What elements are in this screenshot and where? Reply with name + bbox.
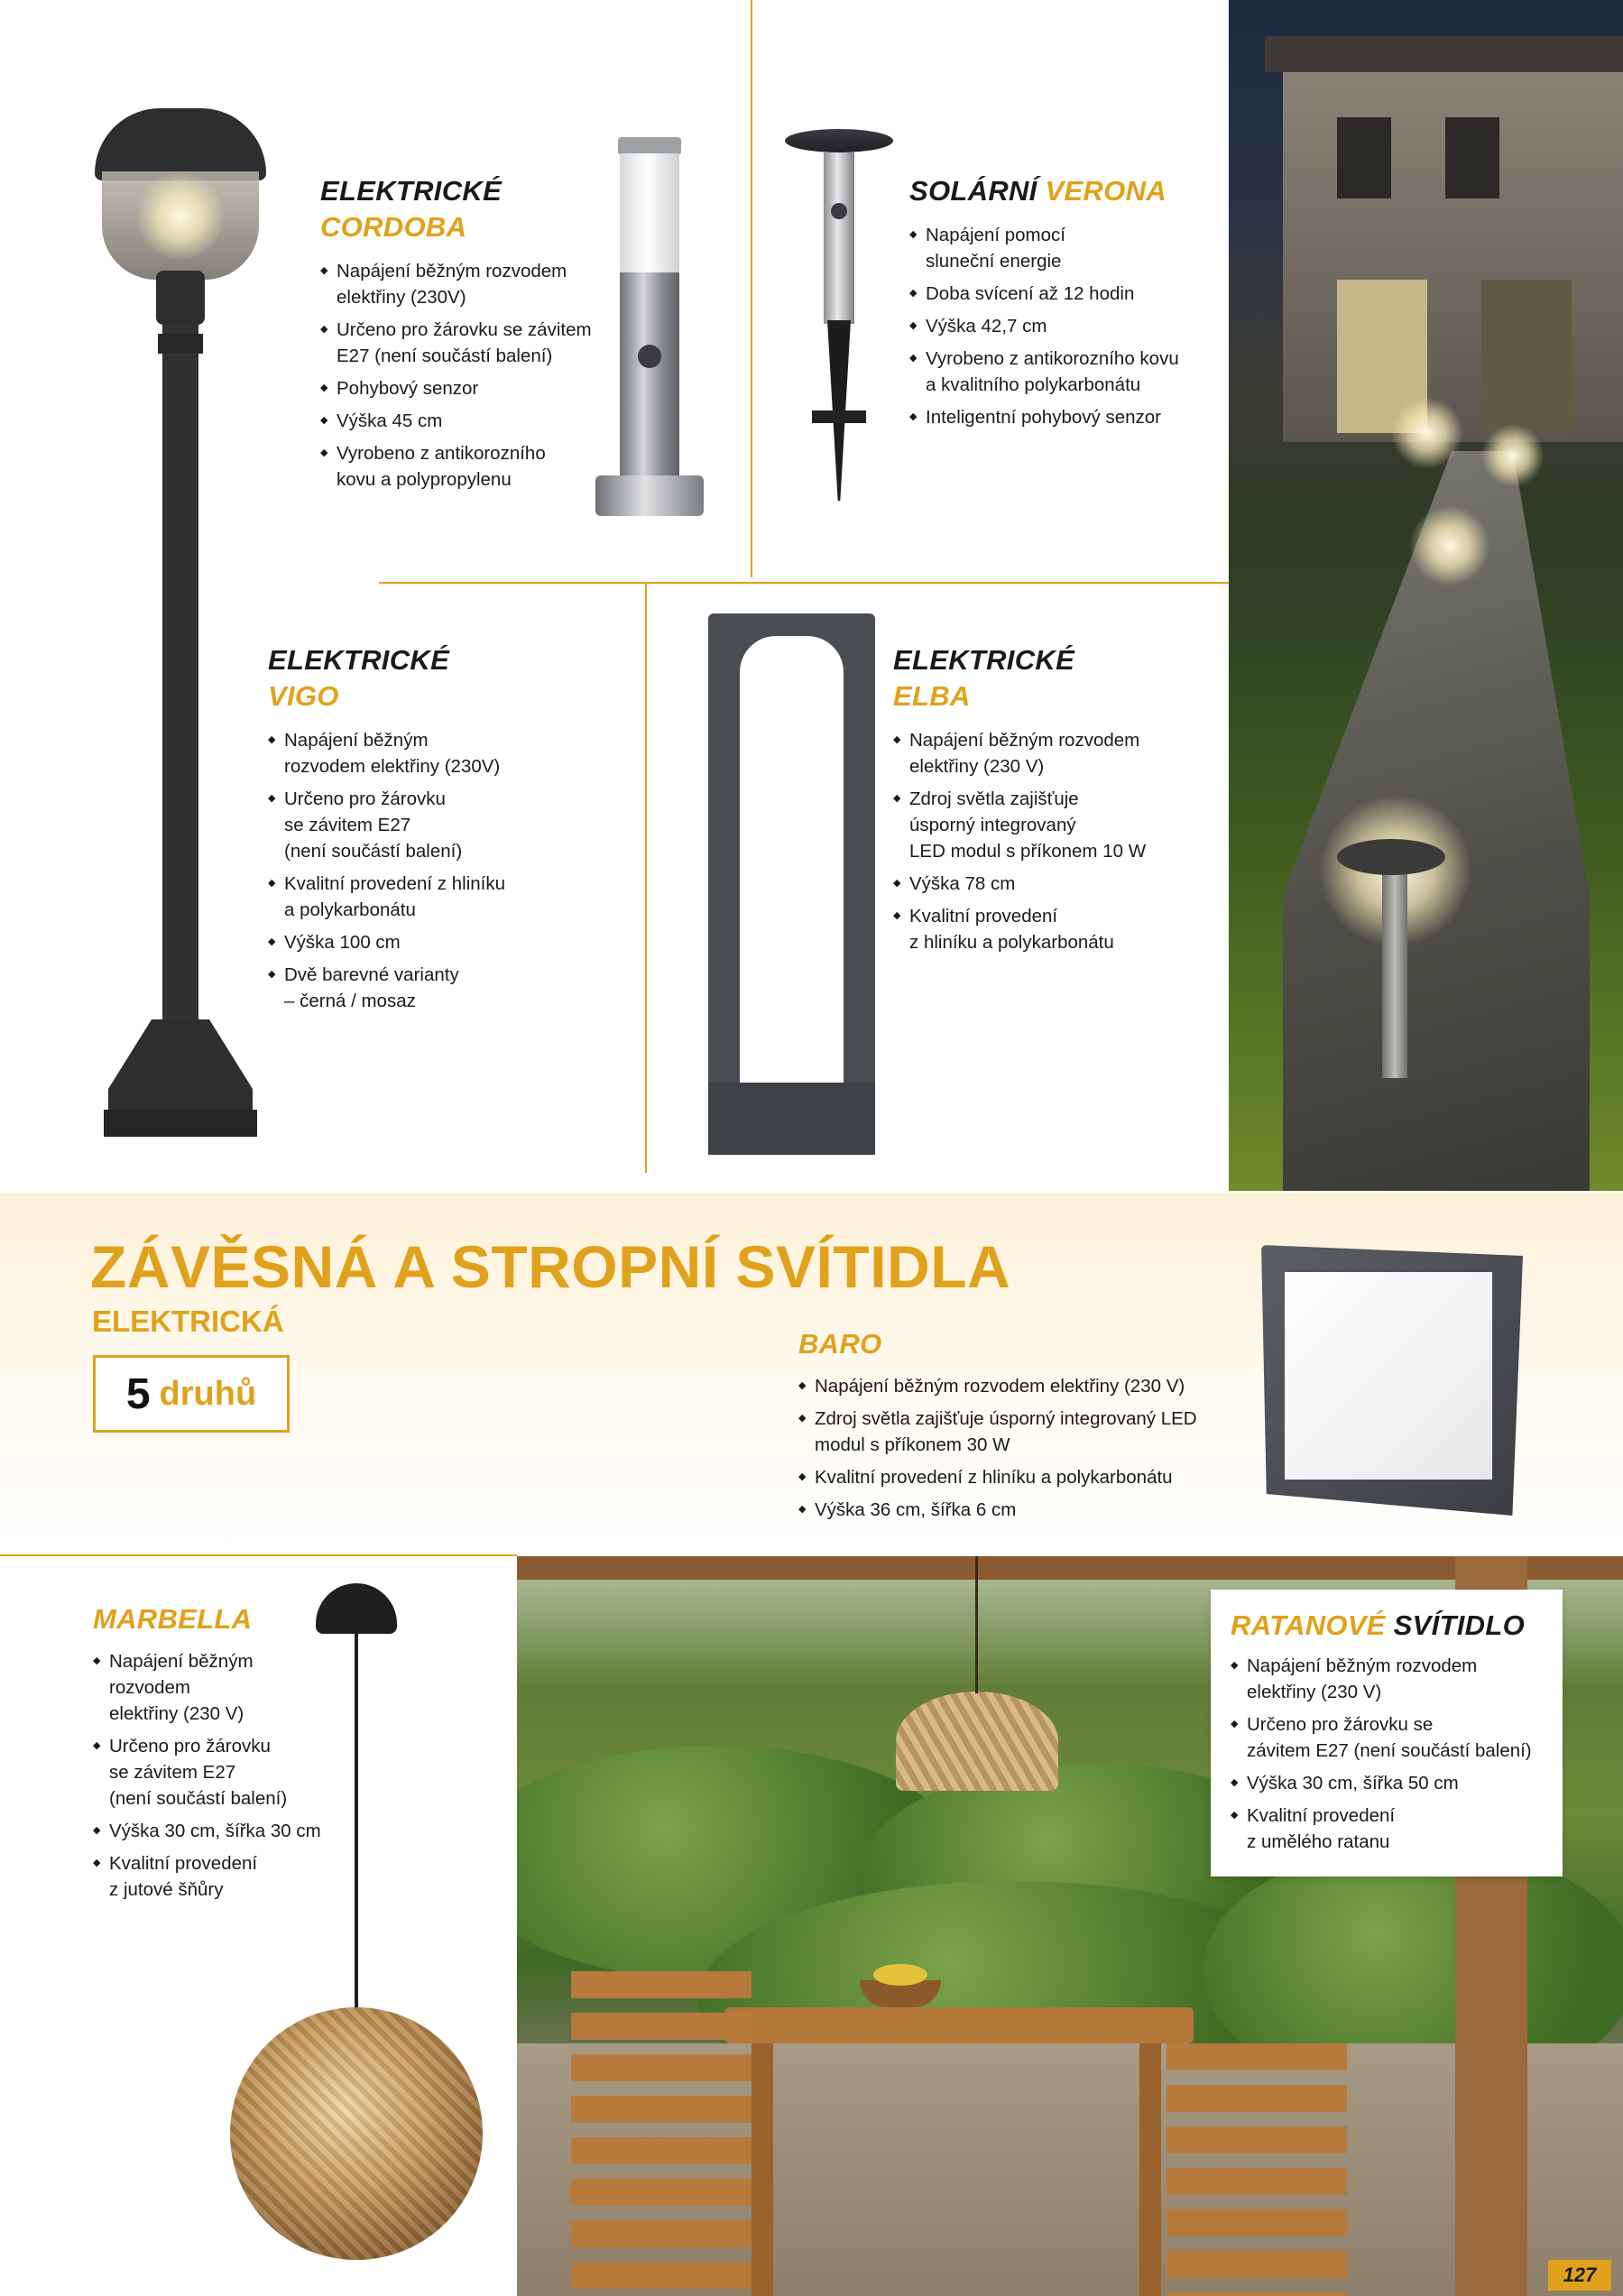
elba-title: ELEKTRICKÉ ELBA <box>893 644 1075 712</box>
cordoba-block <box>320 173 600 499</box>
section-heading: ZÁVĚSNÁ A STROPNÍ SVÍTIDLA <box>90 1233 1011 1300</box>
spec-item: ◆ Kvalitní provedení z jutové šňůry <box>93 1850 391 1903</box>
vigo-title: ELEKTRICKÉ VIGO <box>268 644 450 712</box>
night-garden-photo <box>1229 0 1623 1191</box>
spec-item: ◆ Napájení běžným rozvodem elektřiny (230 V) <box>798 1373 1268 1399</box>
marbella-lamp-image <box>226 1583 487 2287</box>
baro-title: BARO <box>798 1328 882 1360</box>
baro-specs <box>798 1373 1268 1523</box>
count-number: 5 <box>125 1369 151 1418</box>
spec-item: ◆ Pohybový senzor <box>320 375 600 401</box>
elba-lamp-image <box>708 613 875 1173</box>
elba-specs <box>893 727 1218 955</box>
spec-item: ◆ Dvě barevné varianty – černá / mosaz <box>268 962 557 1014</box>
baro-lamp-image <box>1261 1245 1523 1516</box>
spec-item: ◆ Vyrobeno z antikorozního kovu a kvalitního polykarbonátu <box>909 346 1221 398</box>
elba-block <box>893 642 1218 962</box>
divider <box>0 1554 517 1556</box>
verona-lamp-image <box>780 122 898 519</box>
spec-item: ◆ Určeno pro žárovku se závitem E27 (není součástí balení) <box>93 1733 391 1812</box>
ratan-title: RATANOVÉ SVÍTIDLO <box>1231 1609 1526 1641</box>
divider <box>645 582 647 1173</box>
spec-item: ◆ Výška 30 cm, šířka 50 cm <box>1231 1770 1555 1796</box>
spec-item: ◆ Výška 42,7 cm <box>909 313 1221 339</box>
spec-item: ◆ Napájení běžným rozvodem elektřiny (230V) <box>320 258 600 310</box>
spec-item: ◆ Doba svícení až 12 hodin <box>909 281 1221 307</box>
baro-block <box>798 1326 1268 1529</box>
count-word: druhů <box>159 1374 257 1413</box>
divider <box>379 582 1229 584</box>
spec-item: ◆ Kvalitní provedení z umělého ratanu <box>1231 1803 1555 1855</box>
house-image <box>1283 63 1623 442</box>
spec-item: ◆ Určeno pro žárovku se závitem E27 (není součástí balení) <box>320 317 600 369</box>
spec-item: ◆ Napájení běžným rozvodem elektřiny (230 V) <box>1231 1653 1555 1705</box>
section-subheading: ELEKTRICKÁ <box>92 1305 284 1338</box>
spec-item: ◆ Napájení běžným rozvodem elektřiny (230 V) <box>893 727 1218 779</box>
ratan-box <box>1211 1590 1563 1876</box>
cordoba-title: ELEKTRICKÉ CORDOBA <box>320 175 503 243</box>
spec-item: ◆ Výška 100 cm <box>268 929 557 955</box>
spec-item: ◆ Kvalitní provedení z hliníku a polykarbonátu <box>893 903 1218 955</box>
spec-item: ◆ Inteligentní pohybový senzor <box>909 404 1221 430</box>
vigo-block <box>268 642 557 1020</box>
spec-item: ◆ Vyrobeno z antikorozního kovu a polypropylenu <box>320 440 600 493</box>
spec-item: ◆ Určeno pro žárovku se závitem E27 (není součástí balení) <box>268 786 557 864</box>
vigo-specs <box>268 727 557 1014</box>
spec-item: ◆ Výška 45 cm <box>320 408 600 434</box>
spec-item: ◆ Výška 36 cm, šířka 6 cm <box>798 1497 1268 1523</box>
ratan-specs <box>1231 1653 1555 1855</box>
verona-block <box>909 173 1221 437</box>
spec-item: ◆ Napájení pomocí sluneční energie <box>909 222 1221 274</box>
spec-item: ◆ Určeno pro žárovku se závitem E27 (není součástí balení) <box>1231 1711 1555 1764</box>
spec-item: ◆ Výška 78 cm <box>893 871 1218 897</box>
marbella-title: MARBELLA <box>93 1603 253 1635</box>
spec-item: ◆ Kvalitní provedení z hliníku a polykarbonátu <box>268 871 557 923</box>
spec-item: ◆ Výška 30 cm, šířka 30 cm <box>93 1818 391 1844</box>
vigo-lamp-image <box>86 108 275 1146</box>
divider <box>751 0 752 577</box>
spec-item: ◆ Napájení běžným rozvodem elektřiny (230V) <box>268 727 557 779</box>
spec-item: ◆ Kvalitní provedení z hliníku a polykarbonátu <box>798 1464 1268 1490</box>
cordoba-lamp-image <box>591 137 708 530</box>
page-number: 127 <box>1548 2260 1611 2291</box>
spec-item: ◆ Zdroj světla zajišťuje úsporný integrovaný LED modul s příkonem 30 W <box>798 1406 1268 1458</box>
spec-item: ◆ Zdroj světla zajišťuje úsporný integrovaný LED modul s příkonem 10 W <box>893 786 1218 864</box>
verona-title: SOLÁRNÍ VERONA <box>909 175 1167 207</box>
spec-item: ◆ Napájení běžným rozvodem elektřiny (230 V) <box>93 1648 391 1727</box>
verona-specs <box>909 222 1221 430</box>
count-badge <box>93 1355 290 1433</box>
cordoba-specs <box>320 258 600 493</box>
